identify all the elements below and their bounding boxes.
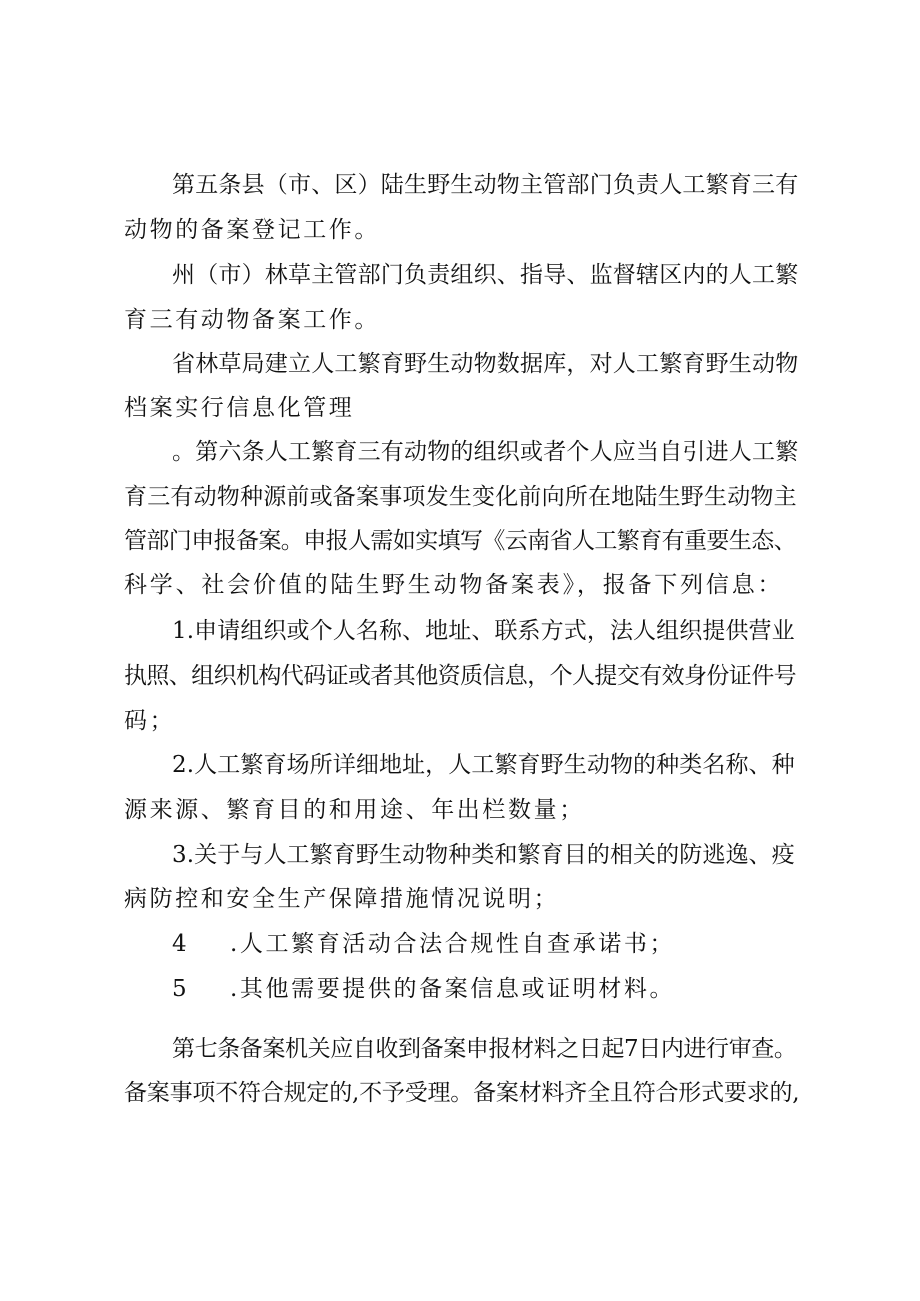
item-3-line-1: 3.关于与人工繁育野生动物种类和繁育目的相关的防逃逸、疫 bbox=[172, 842, 795, 868]
paragraph-prefecture-line-2: 育三有动物备案工作。 bbox=[124, 307, 380, 333]
article-6-line-3: 管部门申报备案。申报人需如实填写《云南省人工繁育有重要生态、 bbox=[124, 528, 797, 554]
item-4-number: 4 bbox=[172, 931, 190, 957]
article-7-line-1: 第七条备案机关应自收到备案申报材料之日起7日内进行审查。 bbox=[172, 1036, 797, 1062]
item-5-text: .其他需要提供的备案信息或证明材料。 bbox=[230, 976, 676, 1002]
article-5-line-1: 第五条县（市、区）陆生野生动物主管部门负责人工繁育三有 bbox=[172, 172, 799, 198]
article-6-line-1: 。第六条人工繁育三有动物的组织或者个人应当自引进人工繁 bbox=[172, 439, 799, 465]
item-1-line-3: 码； bbox=[124, 708, 176, 734]
article-6-line-4: 科学、社会价值的陆生野生动物备案表》，报备下列信息： bbox=[124, 572, 784, 598]
item-3-line-2: 病防控和安全生产保障措施情况说明； bbox=[124, 886, 560, 912]
item-4-text: .人工繁育活动合法合规性自查承诺书； bbox=[230, 931, 676, 957]
article-5-line-2: 动物的备案登记工作。 bbox=[124, 217, 380, 243]
paragraph-province-line-1: 省林草局建立人工繁育野生动物数据库，对人工繁育野生动物 bbox=[172, 351, 799, 377]
article-7-line-2: 备案事项不符合规定的,不予受理。备案材料齐全且符合形式要求的, bbox=[124, 1080, 800, 1106]
article-6-line-2: 育三有动物种源前或备案事项发生变化前向所在地陆生野生动物主 bbox=[124, 484, 797, 510]
item-5-number: 5 bbox=[172, 976, 190, 1002]
item-2-line-1: 2.人工繁育场所详细地址，人工繁育野生动物的种类名称、种 bbox=[172, 752, 795, 778]
item-1-line-1: 1.申请组织或个人名称、地址、联系方式，法人组织提供营业 bbox=[172, 618, 795, 644]
paragraph-prefecture-line-1: 州（市）林草主管部门负责组织、指导、监督辖区内的人工繁 bbox=[172, 262, 799, 288]
paragraph-province-line-2: 档案实行信息化管理 bbox=[124, 395, 355, 421]
item-1-line-2: 执照、组织机构代码证或者其他资质信息，个人提交有效身份证件号 bbox=[124, 663, 797, 689]
item-2-line-2: 源来源、繁育目的和用途、年出栏数量； bbox=[124, 797, 585, 823]
